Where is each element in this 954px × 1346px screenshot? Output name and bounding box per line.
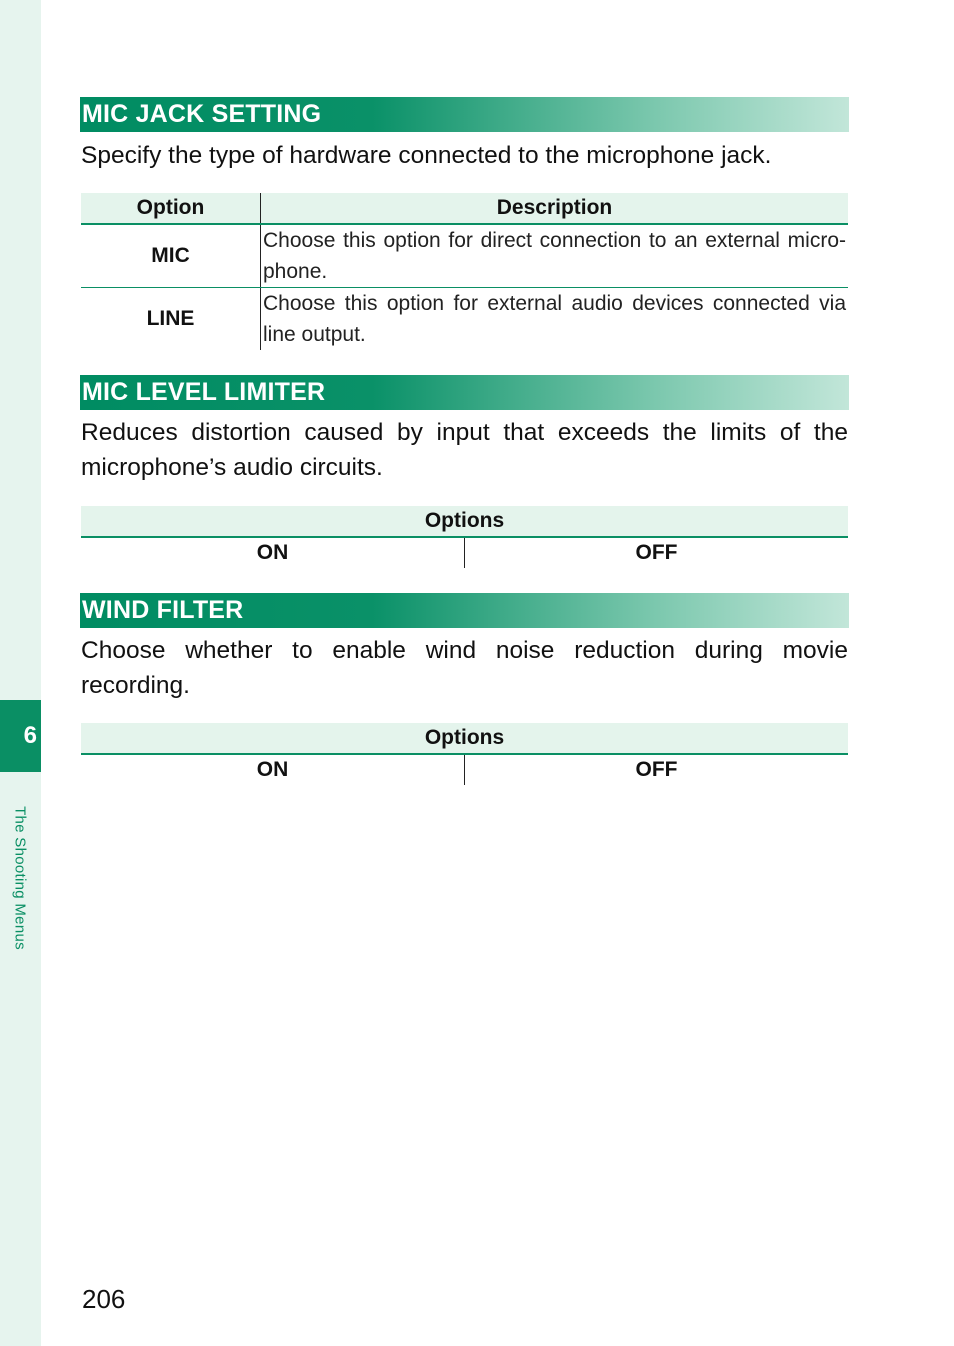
option-on: ON <box>81 537 465 568</box>
mic-jack-options-table <box>81 193 848 350</box>
section-description-wind-filter: Choose whether to enable wind noise reduction during movie recording. <box>81 637 848 699</box>
section-heading-mic-jack-setting: MIC JACK SETTING <box>80 97 849 132</box>
chapter-number: 6 <box>23 722 37 749</box>
section-heading-wind-filter: WIND FILTER <box>80 593 849 628</box>
option-off: OFF <box>635 541 678 564</box>
section-description-mic-jack-setting: Specify the type of hardware connected to the microphone jack. <box>81 142 772 169</box>
chapter-title: The Shooting Menus <box>11 806 29 950</box>
option-name: MIC <box>81 224 261 288</box>
page-number: 206 <box>82 1284 126 1314</box>
chapter-tab <box>0 700 41 772</box>
wind-filter-options-table <box>81 723 848 785</box>
section-heading-mic-level-limiter: MIC LEVEL LIMITER <box>80 375 849 410</box>
table-header-option: Option <box>81 193 261 224</box>
option-description: Choose this option for external audio devices connected via line output. <box>263 292 846 346</box>
section-description-mic-level-limiter: Reduces distortion caused by input that exceeds the limits of the microphone’s audio circuits. <box>81 419 848 481</box>
option-off: OFF <box>635 758 678 781</box>
option-on: ON <box>81 754 465 785</box>
options-header: Options <box>81 506 848 537</box>
option-description: Choose this option for direct connection to an external micro-phone. <box>261 224 849 288</box>
options-header: Options <box>81 723 848 754</box>
table-row <box>81 288 848 351</box>
option-name: LINE <box>81 288 261 351</box>
side-strip <box>0 0 41 1346</box>
table-header-description: Description <box>261 193 849 224</box>
table-row <box>81 224 848 288</box>
mic-level-limiter-options-table <box>81 506 848 568</box>
